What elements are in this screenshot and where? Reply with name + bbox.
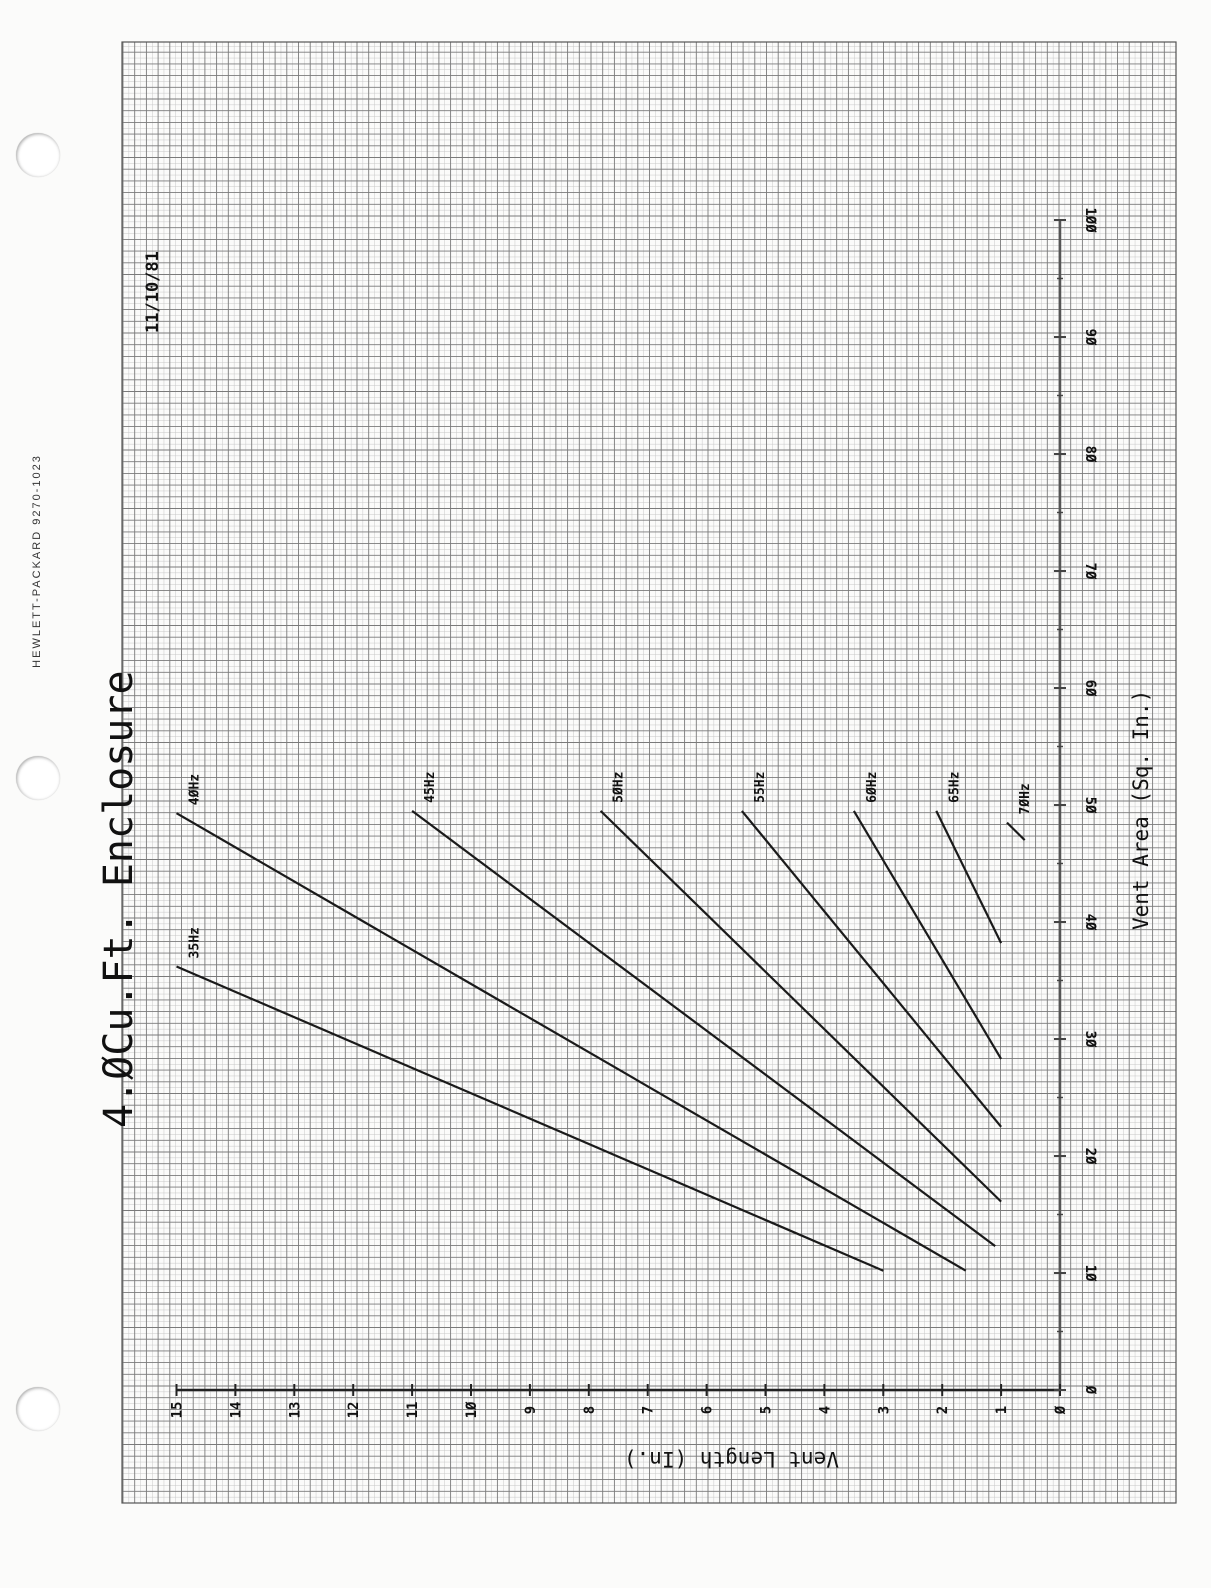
x-axis-label: Vent Length (In.) [624, 1447, 839, 1471]
series-line [1007, 823, 1025, 841]
chart-date: 11/10/81 [143, 251, 163, 333]
series-line [412, 811, 995, 1246]
x-tick-label: 15 [169, 1401, 186, 1419]
chart-title: 4.ØCu.Ft. Enclosure [96, 670, 142, 1128]
y-tick-label: 3Ø [1082, 1030, 1098, 1048]
series-label: 4ØHz [187, 773, 203, 806]
x-tick-label: 13 [287, 1401, 304, 1419]
y-tick-label: 6Ø [1082, 679, 1098, 697]
y-tick-label: 5Ø [1082, 796, 1098, 814]
y-tick-label: 9Ø [1082, 328, 1098, 346]
series-label: 55Hz [752, 771, 768, 803]
y-tick-label: 1ØØ [1082, 207, 1098, 233]
x-tick-label: 14 [228, 1401, 245, 1419]
x-tick-label: 12 [346, 1401, 363, 1419]
x-tick-label: 5 [758, 1405, 775, 1415]
series-label: 35Hz [187, 927, 203, 959]
series-line [601, 811, 1002, 1202]
y-tick-label: 8Ø [1082, 445, 1098, 463]
x-tick-label: 8 [581, 1405, 598, 1415]
series-line [177, 813, 966, 1270]
series-label: 7ØHz [1017, 783, 1033, 815]
x-tick-label: 11 [405, 1401, 422, 1419]
series-line [177, 967, 884, 1271]
y-tick-label: 4Ø [1082, 913, 1098, 931]
y-tick-label: Ø [1082, 1385, 1098, 1395]
y-tick-label: 2Ø [1082, 1147, 1098, 1165]
x-tick-label: 1 [994, 1405, 1011, 1415]
x-tick-label: 7 [640, 1405, 657, 1415]
y-tick-label: 1Ø [1082, 1264, 1098, 1282]
x-tick-label: 1Ø [464, 1401, 480, 1419]
x-tick-label: Ø [1053, 1405, 1069, 1415]
x-tick-label: 2 [935, 1405, 952, 1415]
x-tick-label: 3 [876, 1405, 893, 1415]
series-label: 5ØHz [611, 771, 627, 803]
series-label: 45Hz [423, 771, 439, 803]
series-label: 65Hz [947, 771, 963, 803]
x-tick-label: 9 [522, 1405, 539, 1415]
series-label: 6ØHz [864, 771, 880, 803]
y-axis-label: Vent Area (Sq. In.) [1129, 689, 1153, 930]
x-tick-label: 6 [699, 1405, 716, 1415]
x-tick-label: 4 [817, 1405, 834, 1415]
paper-brand-label: HEWLETT-PACKARD 9270-1023 [31, 454, 43, 668]
y-tick-label: 7Ø [1082, 562, 1098, 580]
